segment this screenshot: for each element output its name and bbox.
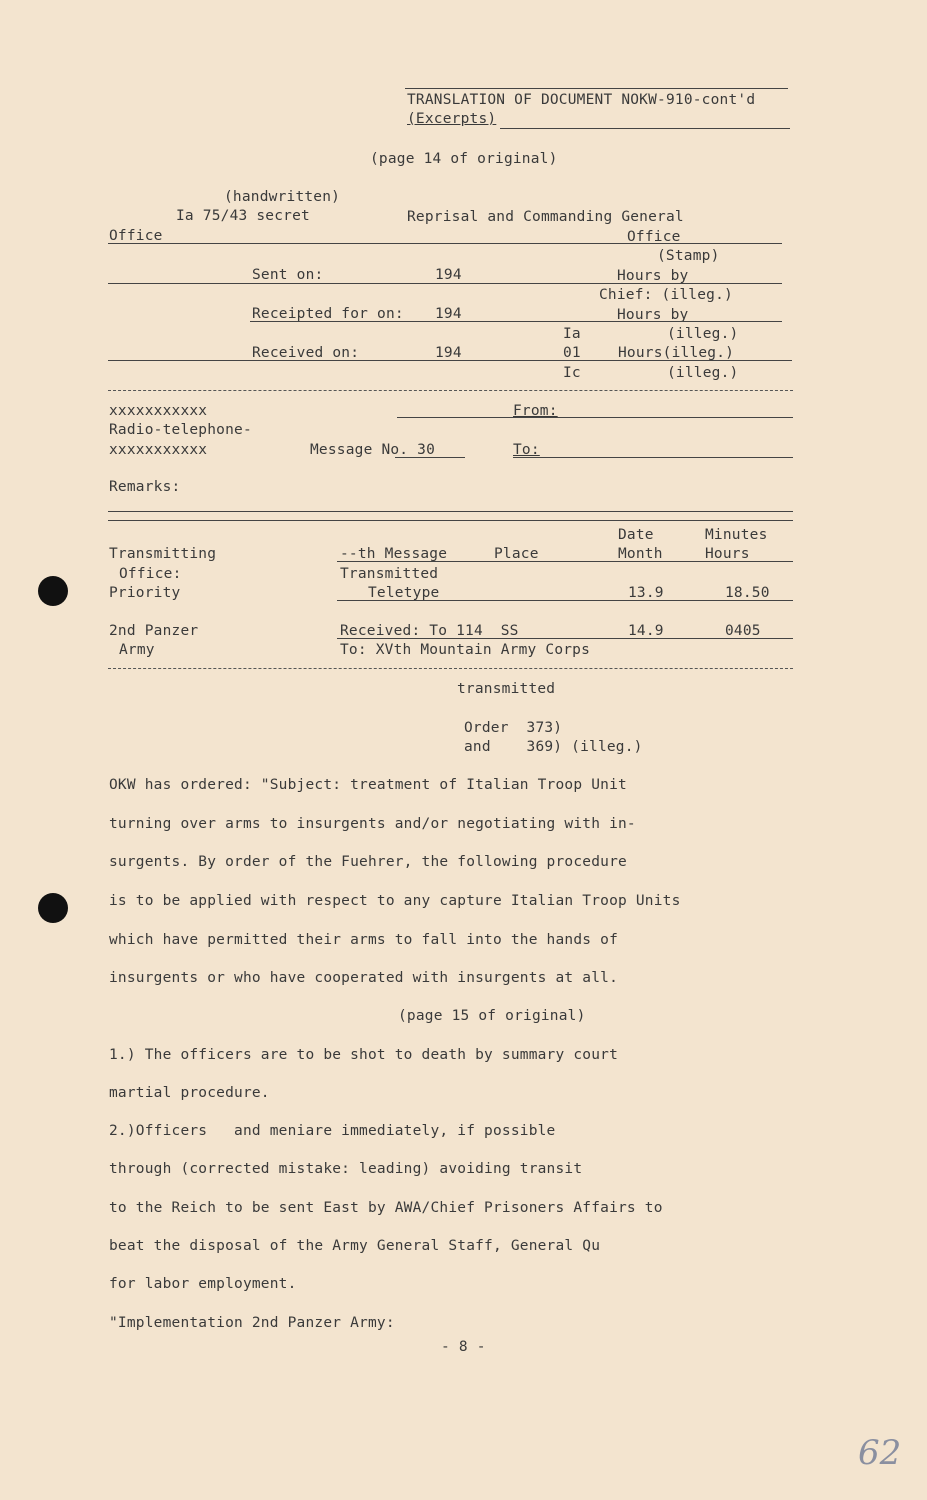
order-line-2: and 369) (illeg.) [464, 739, 643, 755]
message-number: Message No. 30 [310, 442, 436, 458]
page-number: - 8 - [441, 1339, 486, 1355]
to-label: To: [513, 442, 540, 458]
sent-on-label: Sent on: [252, 267, 324, 283]
office-colon-label: Office: [119, 566, 182, 582]
ia-label: Ia [563, 326, 581, 342]
office-left: Office [109, 228, 163, 244]
transmitted-label: Transmitted [340, 566, 439, 582]
received-label: Received on: [252, 345, 360, 361]
month-label: Month [618, 546, 663, 562]
stamp-label: (Stamp) [657, 248, 720, 264]
ic-label: Ic [563, 365, 581, 381]
table-row-rule-2 [337, 638, 793, 639]
reprisal-label: Reprisal and Commanding General [407, 209, 684, 225]
receipted-label: Receipted for on: [252, 306, 404, 322]
dashed-separator-1 [108, 390, 793, 391]
punch-hole-bottom [38, 893, 68, 923]
hours-by-2: Hours by [617, 307, 689, 323]
priority-label: Priority [109, 585, 181, 601]
remarks-label: Remarks: [109, 479, 181, 495]
hours-illeg: Hours(illeg.) [618, 345, 735, 361]
o1-label: 01 [563, 345, 581, 361]
body-line-1: OKW has ordered: "Subject: treatment of Italian Troop Unit [109, 777, 627, 793]
body2-line-3: 2.)Officers and meniare immediately, if possible [109, 1123, 556, 1139]
document-subtitle: (Excerpts) [407, 111, 497, 127]
to-corps: To: XVth Mountain Army Corps [340, 642, 591, 658]
header-rule-bottom [500, 128, 790, 129]
radio-telephone: Radio-telephone- [109, 422, 252, 438]
handwritten-label: (handwritten) [224, 189, 341, 205]
body-line-3: surgents. By order of the Fuehrer, the following procedure [109, 854, 627, 870]
time-2: 0405 [725, 623, 761, 639]
message-rule [395, 457, 465, 458]
received-year: 194 [435, 345, 462, 361]
handwritten-page-number: 62 [858, 1433, 902, 1473]
col-minutes: Minutes [705, 527, 768, 543]
body2-line-1: 1.) The officers are to be shot to death by summary court [109, 1047, 618, 1063]
received-to: Received: To 114 SS [340, 623, 519, 639]
body2-line-8: "Implementation 2nd Panzer Army: [109, 1315, 395, 1331]
form-rule-4 [108, 360, 792, 361]
body-line-6: insurgents or who have cooperated with insurgents at all. [109, 970, 618, 986]
body2-line-2: martial procedure. [109, 1085, 270, 1101]
handwritten-ref: Ia 75/43 secret [176, 208, 310, 224]
order-line-1: Order 373) [464, 720, 563, 736]
document-title: TRANSLATION OF DOCUMENT NOKW-910-cont'd [407, 92, 756, 108]
illeg-1: (illeg.) [667, 326, 739, 342]
date-2: 14.9 [628, 623, 664, 639]
strikeout-1: xxxxxxxxxxx [109, 403, 208, 419]
teletype-label: Teletype [368, 585, 440, 601]
from-rule [397, 417, 793, 418]
transmitting-label: Transmitting [109, 546, 217, 562]
illeg-2: (illeg.) [667, 365, 739, 381]
to-rule [513, 457, 793, 458]
place-label: Place [494, 546, 539, 562]
hours-label: Hours [705, 546, 750, 562]
page-ref-top: (page 14 of original) [370, 151, 558, 167]
table-row-rule-1 [337, 600, 793, 601]
chief-label: Chief: (illeg.) [599, 287, 733, 303]
body2-line-4: through (corrected mistake: leading) avoiding transit [109, 1161, 583, 1177]
strikeout-2: xxxxxxxxxxx [109, 442, 208, 458]
time-1: 18.50 [725, 585, 770, 601]
office-right: Office [627, 229, 681, 245]
header-rule-top [405, 88, 788, 89]
remarks-rule-1 [108, 511, 793, 512]
body2-line-6: beat the disposal of the Army General Staff, General Qu [109, 1238, 601, 1254]
dashed-separator-2 [108, 668, 793, 669]
page-ref-mid: (page 15 of original) [398, 1008, 586, 1024]
body-line-2: turning over arms to insurgents and/or negotiating with in- [109, 816, 636, 832]
transmitted-heading: transmitted [457, 681, 556, 697]
army-label: Army [119, 642, 155, 658]
from-label: From: [513, 403, 558, 419]
remarks-rule-2 [108, 520, 793, 521]
body2-line-5: to the Reich to be sent East by AWA/Chief Prisoners Affairs to [109, 1200, 663, 1216]
th-message-label: --th Message [340, 546, 448, 562]
receipted-year: 194 [435, 306, 462, 322]
form-rule-1 [108, 243, 782, 244]
hours-by-1: Hours by [617, 268, 689, 284]
body-line-5: which have permitted their arms to fall into the hands of [109, 932, 618, 948]
punch-hole-top [38, 576, 68, 606]
date-1: 13.9 [628, 585, 664, 601]
form-rule-3 [250, 321, 782, 322]
sent-year: 194 [435, 267, 462, 283]
panzer-label: 2nd Panzer [109, 623, 199, 639]
form-rule-2 [108, 283, 782, 284]
col-date: Date [618, 527, 654, 543]
table-header-rule [337, 561, 793, 562]
body-line-4: is to be applied with respect to any capture Italian Troop Units [109, 893, 681, 909]
body2-line-7: for labor employment. [109, 1276, 297, 1292]
